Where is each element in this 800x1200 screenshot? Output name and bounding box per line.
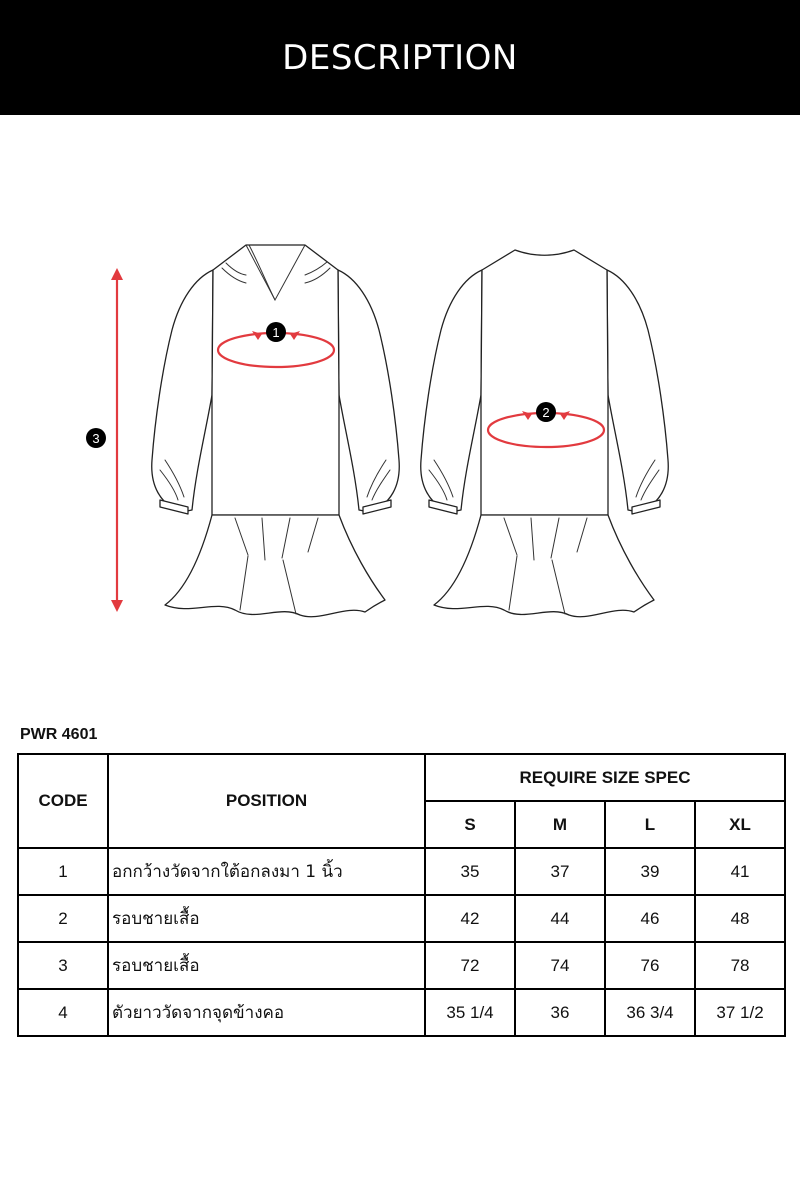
size-spec-table	[17, 753, 786, 1037]
row-position: อกกว้างวัดจากใต้อกลงมา 1 นิ้ว	[108, 848, 425, 895]
row-value-m: 74	[515, 942, 605, 989]
row-position: ตัวยาววัดจากจุดข้างคอ	[108, 989, 425, 1036]
row-position: รอบชายเสื้อ	[108, 895, 425, 942]
row-value-xl: 48	[695, 895, 785, 942]
header-size-xl: XL	[695, 801, 785, 848]
table-row	[18, 989, 785, 1036]
row-code: 4	[18, 989, 108, 1036]
row-value-s: 42	[425, 895, 515, 942]
row-value-s: 72	[425, 942, 515, 989]
garment-diagram	[0, 220, 800, 640]
page-header	[0, 0, 800, 115]
header-require-size-spec: REQUIRE SIZE SPEC	[425, 754, 785, 801]
svg-text:2: 2	[542, 405, 550, 420]
header-code: CODE	[18, 754, 108, 848]
dress-back-view	[421, 250, 669, 617]
dress-front-view	[152, 245, 400, 617]
header-size-s: S	[425, 801, 515, 848]
header-size-m: M	[515, 801, 605, 848]
length-measure	[86, 268, 123, 612]
row-value-l: 76	[605, 942, 695, 989]
page-title: DESCRIPTION	[282, 37, 518, 78]
row-value-l: 39	[605, 848, 695, 895]
row-value-m: 36	[515, 989, 605, 1036]
row-code: 3	[18, 942, 108, 989]
row-code: 1	[18, 848, 108, 895]
row-value-s: 35 1/4	[425, 989, 515, 1036]
row-value-xl: 78	[695, 942, 785, 989]
table-row	[18, 848, 785, 895]
row-value-s: 35	[425, 848, 515, 895]
svg-text:1: 1	[272, 325, 280, 340]
row-code: 2	[18, 895, 108, 942]
table-header-row	[18, 754, 785, 801]
table-row	[18, 895, 785, 942]
svg-text:3: 3	[92, 431, 100, 446]
marker-2	[536, 402, 556, 422]
header-size-l: L	[605, 801, 695, 848]
product-code: PWR 4601	[20, 726, 98, 743]
row-value-xl: 37 1/2	[695, 989, 785, 1036]
header-position: POSITION	[108, 754, 425, 848]
table-row	[18, 942, 785, 989]
row-value-xl: 41	[695, 848, 785, 895]
row-value-m: 37	[515, 848, 605, 895]
marker-1	[266, 322, 286, 342]
row-value-l: 36 3/4	[605, 989, 695, 1036]
row-value-m: 44	[515, 895, 605, 942]
marker-3	[86, 428, 106, 448]
row-value-l: 46	[605, 895, 695, 942]
row-position: รอบชายเสื้อ	[108, 942, 425, 989]
